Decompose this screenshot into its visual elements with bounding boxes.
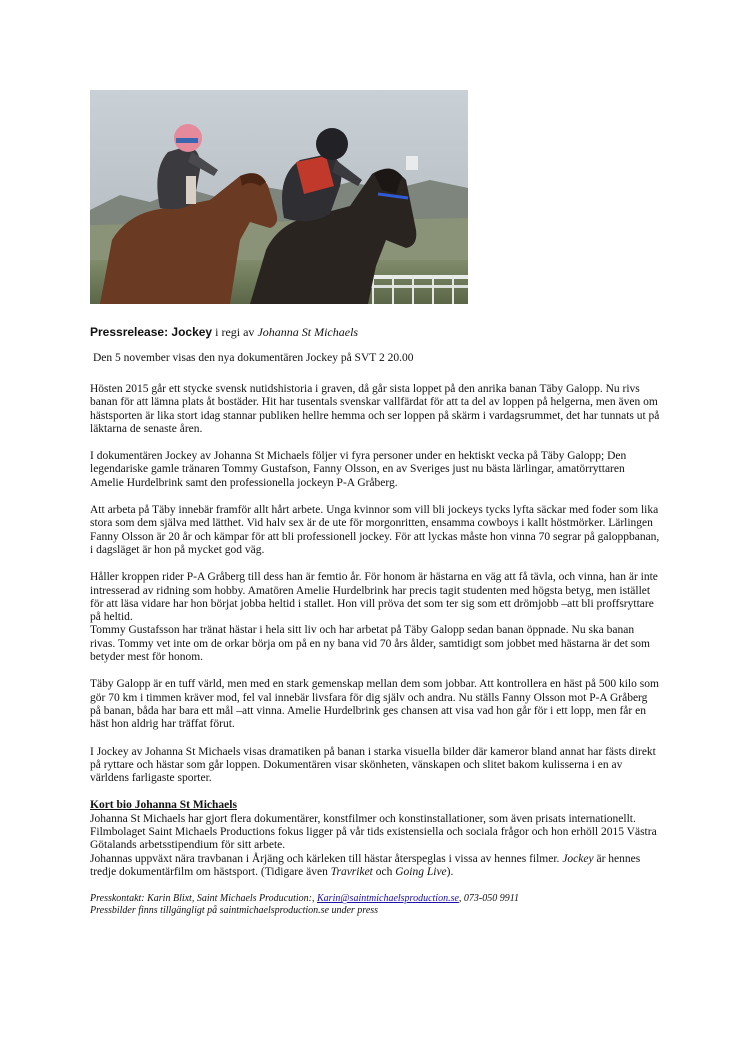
- paragraph-3: Att arbeta på Täby innebär framför allt hårt arbete. Unga kvinnor som vill bli jockeys tycks lyfta säckar med foder som lika stora som dem själva med lätthet. Vid halv sex är de ute för morgonritten, ensamma cowboys i kallt höstmörker. Lärlingen Fanny Olsson är 20 år och kämpar för att bli professionell jockey. För att lyckas måste hon vinna 70 segrar på galoppbanan, i dagsläget är hon på mycket god väg.: [90, 504, 660, 556]
- headline-title: Pressrelease: Jockey: [90, 325, 213, 339]
- paragraph-2: I dokumentären Jockey av Johanna St Michaels följer vi fyra personer under en hektiskt vecka på Täby Galopp; Den legendariske gamle tränaren Tommy Gustafson, Fanny Olsson, en av Sveriges just nu bästa lärlingar, amatörryttaren Amelie Hurdelbrink samt den professionella jockeyn P-A Gråberg.: [90, 450, 627, 489]
- paragraph-4a: Håller kroppen rider P-A Gråberg till dess han är femtio år. För honom är hästarna en väg att få tävla, och vinna, han är inte intresserad av ridning som hobby. Amatören Amelie Hurdelbrink har precis tagit studenten med högsta betyg, men istället för att läsa vidare har hon börjat jobba heltid i stallet. Hon vill pröva det som ter sig som ett drömjobb –att bli proffsryttare på heltid.: [90, 571, 658, 624]
- headline: [90, 324, 660, 340]
- bio-title: Kort bio Johanna St Michaels: [90, 799, 237, 812]
- bio-text-d: ).: [446, 865, 454, 878]
- page: [90, 90, 660, 917]
- lead-text: Den 5 november visas den nya dokumentären Jockey på SVT 2 20.00: [93, 352, 414, 364]
- paragraph-5: Täby Galopp är en tuff värld, men med en stark gemenskap mellan dem som jobbar. Att kontrollera en häst på 500 kilo som gör 70 km i timmen kräver mod, fel val innebär livsfara för dig själv och andra. Nu ställs Fanny Olsson mot P-A Gråberg på banan, båda har bara ett mål –att vinna. Amelie Hurdelbrink ges chansen att visa vad hon går för i ett lopp, men får en häst hon aldrig har träffat förut.: [90, 678, 659, 731]
- paragraph-1: Hösten 2015 går ett stycke svensk nutidshistoria i graven, då går sista loppet på den anrika banan Täby Galopp. Nu rivs banan för att lämna plats åt bostäder. Hit har tusentals svenskar vallfärdat för att ta del av loppen på helgerna, men även om hästsporten är lika stort idag stannar publiken hellre hemma och ser loppen på skärm i vardagsrummet, det har tunnats ut på läktarna de senaste åren.: [90, 383, 660, 435]
- bio-text-a: Johannas uppväxt nära travbanan i Årjäng och kärleken till hästar återspeglas i vissa av hennes filmer.: [90, 852, 563, 865]
- bio-paragraph-2: [90, 853, 660, 880]
- paragraph-6: I Jockey av Johanna St Michaels visas dramatiken på banan i starka visuella bilder där kameror bland annat har fästs direkt på ryttare och hästar som går loppen. Dokumentären visar skönheten, vänskapen och slitet bakom kulisserna i en av världens farligaste sporter.: [90, 745, 656, 785]
- contact-line-2: Pressbilder finns tillgängligt på saintmichaelsproduction.se under press: [90, 905, 379, 917]
- bio-going-live-title: Going Live: [395, 865, 447, 878]
- contact-suffix: , 073-050 9911: [458, 893, 519, 905]
- bio-paragraph-1: Johanna St Michaels har gjort flera dokumentärer, konstfilmer och konstinstallationer, som även prisats internationellt. Filmbolaget Saint Michaels Productions fokus ligger på vår tids existensiella och sociala frågor och hon erhöll 2015 Västra Götalands arbetsstipendium för sitt arbete.: [90, 812, 657, 852]
- headline-middle: i regi av: [212, 325, 258, 339]
- press-contact: [90, 893, 660, 917]
- press-photo: [90, 90, 468, 304]
- bio-text-c: och: [372, 865, 396, 878]
- bio-text-b: är hennes tredje dokumentärfilm om hästsport. (Tidigare även: [90, 852, 641, 878]
- bio-jockey-title: Jockey: [562, 852, 594, 865]
- bio-travriket-title: Travriket: [330, 865, 373, 878]
- paragraph-4b: Tommy Gustafsson har tränat hästar i hela sitt liv och har arbetat på Täby Galopp sedan banan öppnade. Nu ska banan rivas. Tommy vet inte om de orkar börja om på en ny bana vid 70 års ålder, samtidigt som jobbet med hästarna är det som betyder mest för honom.: [90, 624, 650, 664]
- contact-email-link[interactable]: Karin@saintmichaelsproduction.se: [317, 893, 459, 905]
- press-photo-image: [90, 90, 468, 304]
- contact-prefix: Presskontakt: Karin Blixt, Saint Michaels Producution:,: [90, 893, 318, 905]
- headline-director: Johanna St Michaels: [257, 325, 359, 339]
- contact-line-1: [90, 893, 660, 905]
